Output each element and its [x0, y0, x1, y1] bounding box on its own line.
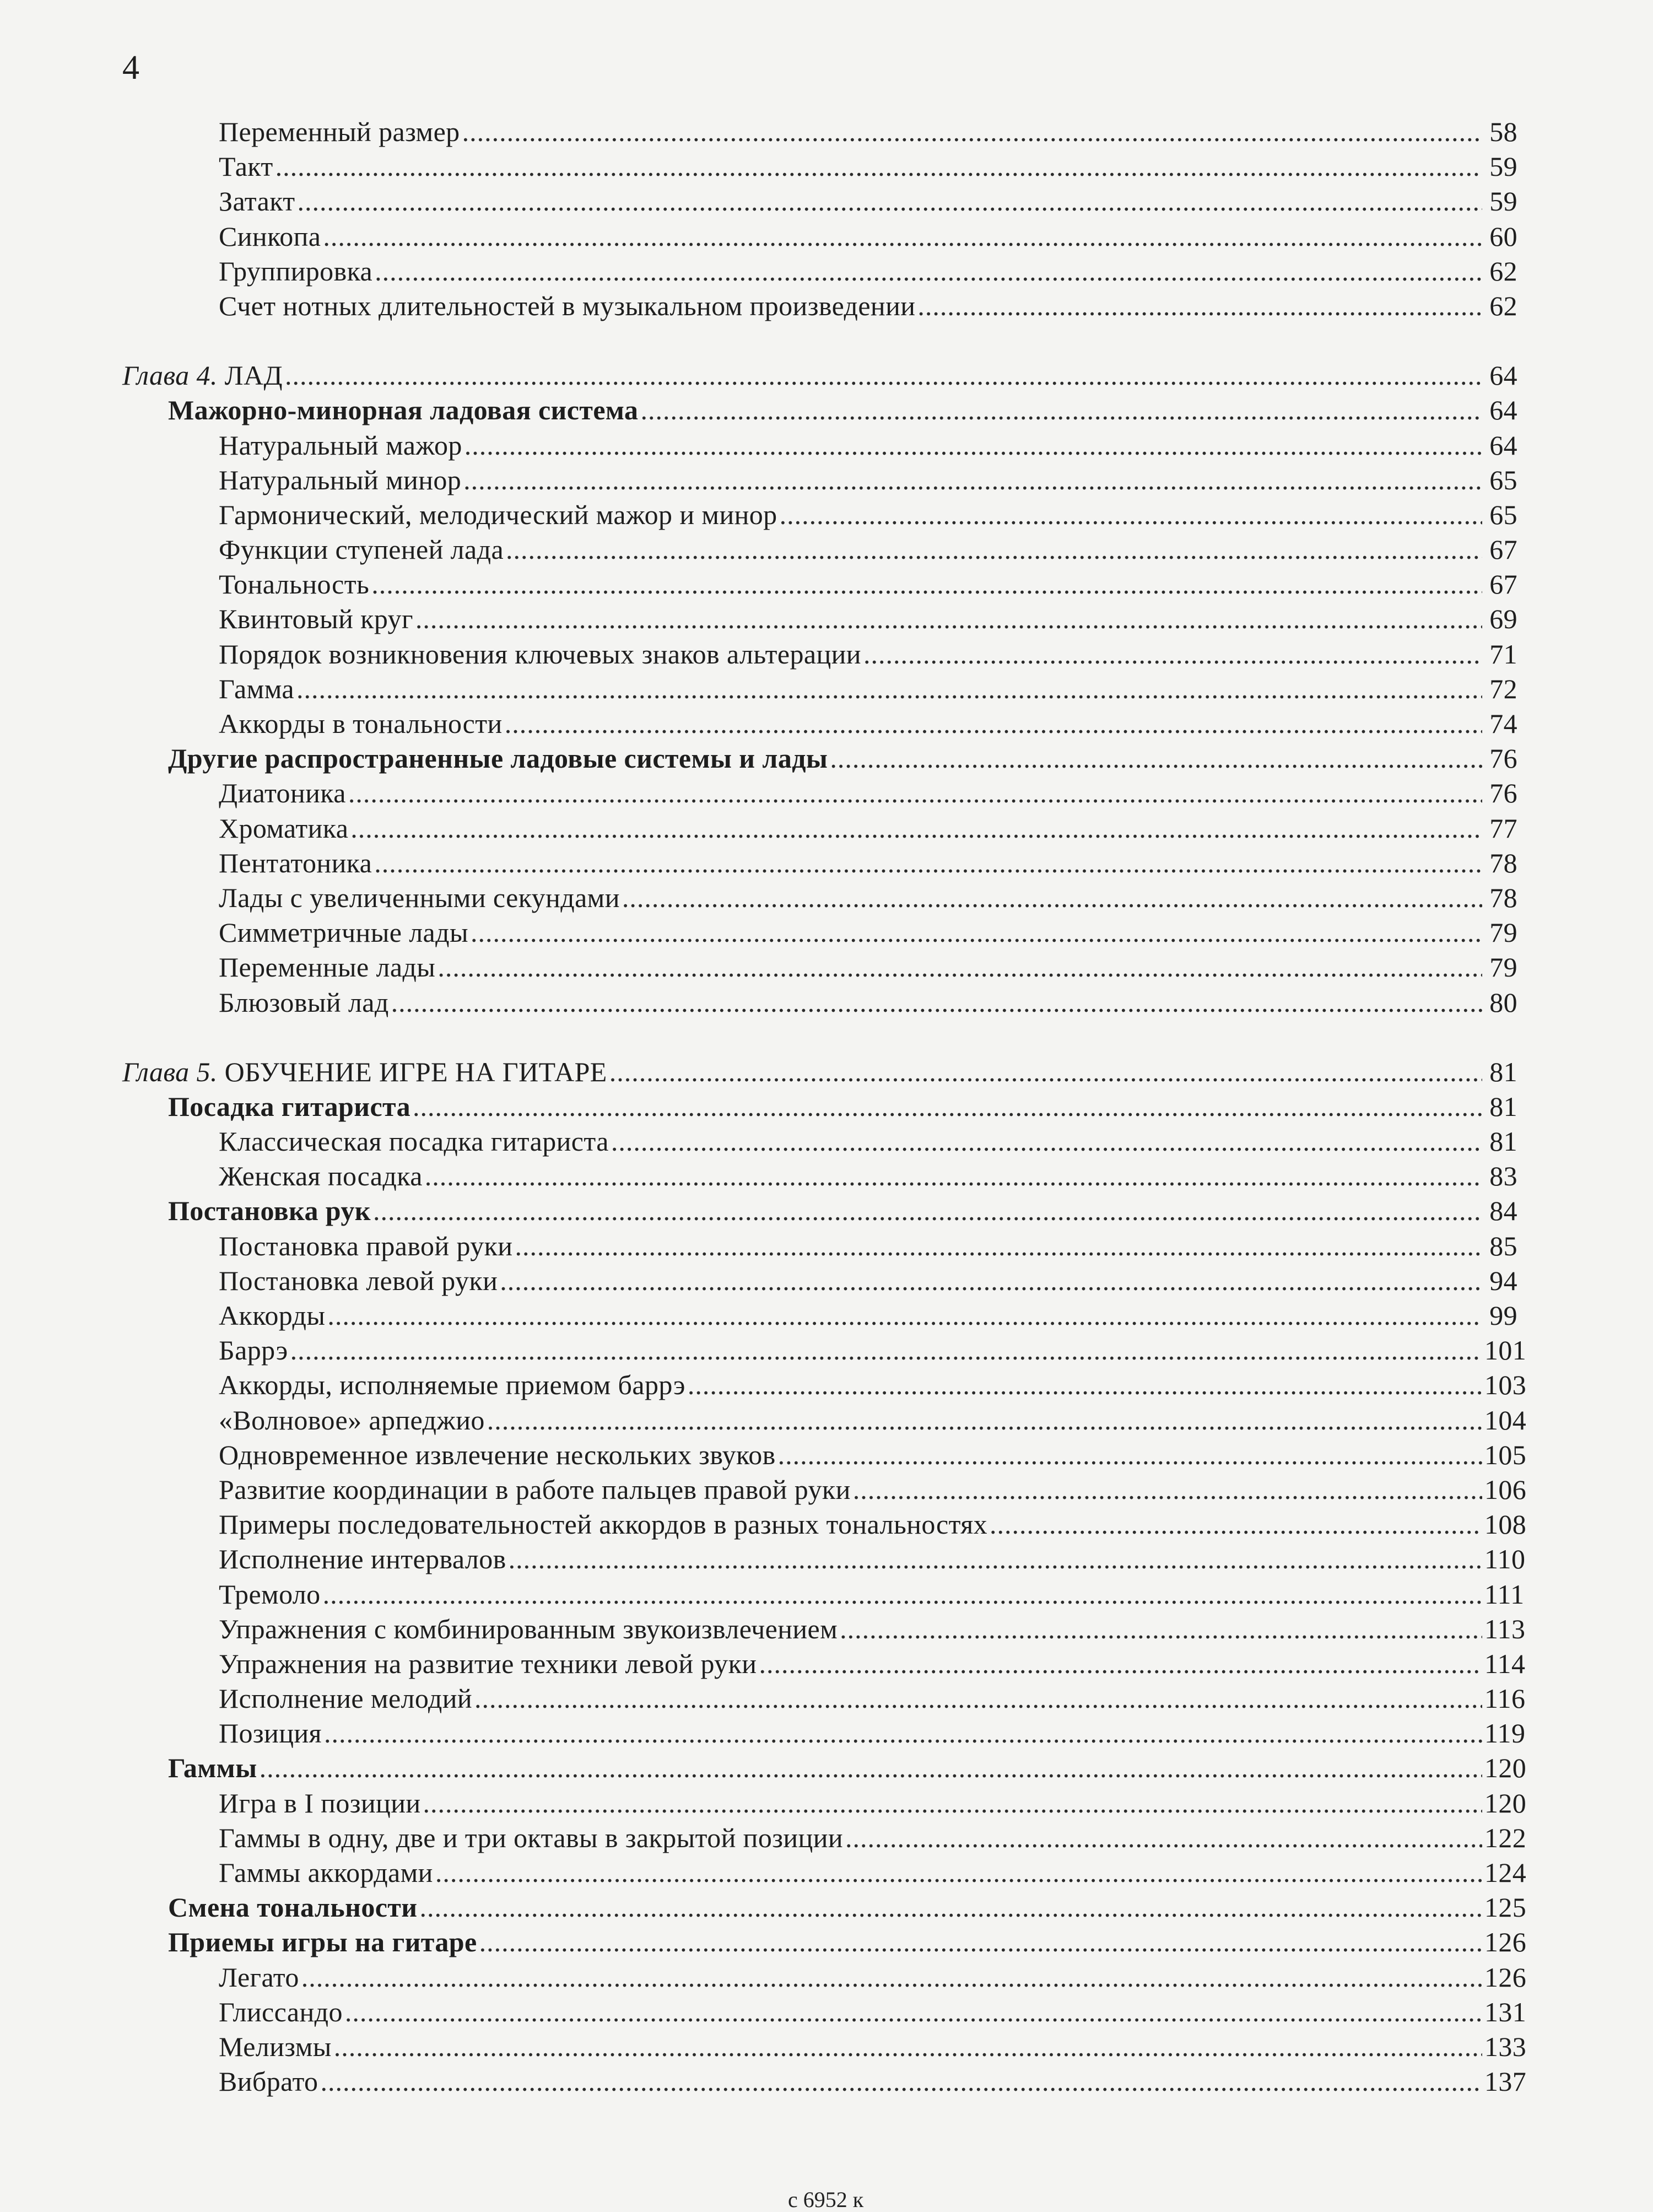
dot-leader	[323, 1577, 1482, 1612]
toc-title: Легато	[219, 1961, 299, 1993]
toc-title: Постановка правой руки	[219, 1230, 513, 1261]
toc-page-number: 67	[1489, 534, 1517, 565]
toc-page-number: 85	[1489, 1230, 1517, 1261]
toc-item	[0, 532, 1653, 567]
toc-page-number: 125	[1484, 1892, 1527, 1923]
toc-item	[0, 254, 1653, 289]
dot-leader	[324, 1716, 1482, 1751]
toc-item	[0, 184, 1653, 219]
toc-title: Одновременное извлечение нескольких звуков	[219, 1439, 776, 1470]
toc-title: Вибрато	[219, 2066, 318, 2097]
toc-title: Счет нотных длительностей в музыкальном произведении	[219, 290, 916, 321]
dot-leader	[609, 1055, 1482, 1089]
toc-item	[0, 1960, 1653, 1995]
toc-item	[0, 1681, 1653, 1716]
toc-item	[0, 881, 1653, 915]
toc-page-number: 113	[1484, 1613, 1526, 1644]
dot-leader	[464, 428, 1482, 463]
toc-chapter	[0, 1055, 1653, 1089]
dot-leader	[320, 2064, 1482, 2099]
dot-leader	[778, 1438, 1482, 1472]
toc-page-number: 99	[1489, 1300, 1517, 1331]
toc-item	[0, 985, 1653, 1020]
toc-title: Аккорды в тональности	[219, 708, 503, 739]
toc-item	[0, 567, 1653, 602]
toc-section	[0, 1751, 1653, 1785]
toc-title: Гаммы	[168, 1752, 257, 1784]
toc-item	[0, 776, 1653, 811]
toc-page-number: 83	[1489, 1161, 1517, 1192]
dot-leader	[301, 1960, 1482, 1995]
toc-page-number: 62	[1489, 255, 1517, 287]
toc-page-number: 101	[1484, 1335, 1527, 1366]
toc-title: Игра в I позиции	[219, 1787, 421, 1819]
toc-title: Лады с увеличенными секундами	[219, 882, 620, 913]
toc-title: Натуральный минор	[219, 464, 462, 495]
dot-leader	[515, 1229, 1482, 1264]
toc-page-number: 67	[1489, 569, 1517, 600]
toc-section	[0, 1089, 1653, 1124]
dot-leader	[471, 915, 1482, 950]
dot-leader	[323, 219, 1482, 254]
toc-page-number: 78	[1489, 847, 1517, 878]
toc-title: Женская посадка	[219, 1161, 423, 1192]
toc-page-number: 65	[1489, 499, 1517, 530]
dot-leader	[285, 358, 1482, 393]
toc-title: Аккорды	[219, 1300, 326, 1331]
toc-title: Тональность	[219, 569, 370, 600]
toc-title: Упражнения на развитие техники левой руки	[219, 1648, 757, 1679]
toc-page-number: 79	[1489, 952, 1517, 983]
toc-page-number: 131	[1484, 1996, 1527, 2027]
toc-item	[0, 1159, 1653, 1194]
toc-item	[0, 811, 1653, 846]
dot-leader	[413, 1089, 1482, 1124]
toc-item	[0, 1124, 1653, 1159]
toc-item	[0, 115, 1653, 149]
toc-page-number: 124	[1484, 1857, 1527, 1888]
toc-title: Смена тональности	[168, 1892, 418, 1923]
toc-title: Группировка	[219, 255, 373, 287]
toc-page-number: 120	[1484, 1752, 1527, 1784]
dot-leader	[373, 1194, 1482, 1228]
dot-leader	[435, 1855, 1482, 1890]
dot-leader	[290, 1333, 1482, 1368]
toc-page-number: 81	[1489, 1091, 1517, 1122]
toc-item	[0, 637, 1653, 672]
toc-page-number: 59	[1489, 186, 1517, 217]
toc-title: Порядок возникновения ключевых знаков альтерации	[219, 638, 861, 670]
dot-leader	[375, 254, 1482, 289]
table-of-contents	[0, 115, 1653, 2099]
dot-leader	[345, 1995, 1482, 2030]
toc-title: Классическая посадка гитариста	[219, 1126, 609, 1157]
dot-leader	[260, 1751, 1482, 1785]
page-number: 4	[122, 49, 139, 87]
toc-item	[0, 149, 1653, 184]
toc-title: Позиция	[219, 1718, 322, 1749]
dot-leader	[415, 602, 1482, 636]
toc-page-number: 59	[1489, 151, 1517, 182]
toc-title: Квинтовый круг	[219, 603, 413, 635]
toc-title: Натуральный мажор	[219, 429, 462, 461]
toc-page-number: 106	[1484, 1474, 1527, 1505]
dot-leader	[853, 1472, 1482, 1507]
chapter-prefix: Глава 5.	[122, 1056, 218, 1087]
dot-leader	[505, 706, 1482, 741]
toc-page-number: 71	[1489, 638, 1517, 670]
toc-title: Исполнение интервалов	[219, 1544, 506, 1575]
toc-page-number: 126	[1484, 1961, 1527, 1993]
toc-title: Постановка левой руки	[219, 1265, 498, 1296]
dot-leader	[830, 741, 1482, 776]
dot-leader	[479, 1925, 1482, 1960]
toc-item	[0, 1333, 1653, 1368]
dot-leader	[437, 950, 1482, 985]
dot-leader	[474, 1681, 1482, 1716]
dot-leader	[990, 1507, 1482, 1542]
toc-item	[0, 1229, 1653, 1264]
toc-page-number: 120	[1484, 1787, 1527, 1819]
toc-item	[0, 498, 1653, 532]
toc-title: Посадка гитариста	[168, 1091, 411, 1122]
toc-title: Мажорно-минорная ладовая система	[168, 395, 639, 426]
toc-title: Приемы игры на гитаре	[168, 1927, 477, 1958]
toc-item	[0, 1647, 1653, 1681]
toc-title: Диатоника	[219, 778, 346, 809]
footer-code: с 6952 к	[788, 2187, 864, 2212]
dot-leader	[500, 1264, 1482, 1298]
toc-page-number: 76	[1489, 778, 1517, 809]
toc-page-number: 133	[1484, 2031, 1527, 2062]
dot-leader	[391, 985, 1482, 1020]
toc-item	[0, 1298, 1653, 1333]
toc-page-number: 76	[1489, 743, 1517, 774]
toc-page-number: 94	[1489, 1265, 1517, 1296]
toc-item	[0, 950, 1653, 985]
dot-leader	[327, 1298, 1482, 1333]
toc-title: Гаммы в одну, две и три октавы в закрытой позиции	[219, 1822, 844, 1853]
dot-leader	[506, 532, 1482, 567]
toc-page-number: 72	[1489, 673, 1517, 704]
dot-leader	[487, 1403, 1482, 1438]
toc-page-number: 81	[1489, 1056, 1517, 1087]
dot-leader	[640, 393, 1482, 428]
toc-page-number: 119	[1484, 1718, 1526, 1749]
toc-page-number: 122	[1484, 1822, 1527, 1853]
toc-page-number: 84	[1489, 1195, 1517, 1227]
dot-leader	[688, 1368, 1482, 1402]
toc-page-number: 80	[1489, 986, 1517, 1018]
toc-title: Гаммы аккордами	[219, 1857, 433, 1888]
toc-title: Симметричные лады	[219, 917, 468, 948]
toc-page-number: 114	[1484, 1648, 1526, 1679]
toc-item	[0, 1786, 1653, 1821]
dot-leader	[780, 498, 1482, 532]
toc-page-number: 58	[1489, 116, 1517, 147]
dot-leader	[845, 1821, 1482, 1855]
toc-item	[0, 1507, 1653, 1542]
dot-leader	[863, 637, 1482, 672]
toc-title: Функции ступеней лада	[219, 534, 504, 565]
toc-page-number: 126	[1484, 1927, 1527, 1958]
dot-leader	[425, 1159, 1482, 1194]
toc-title: Хроматика	[219, 812, 349, 844]
toc-item	[0, 1612, 1653, 1647]
toc-item	[0, 428, 1653, 463]
dot-leader	[334, 2030, 1482, 2064]
toc-title: Синкопа	[219, 220, 321, 252]
dot-leader	[296, 672, 1482, 706]
toc-page-number: 137	[1484, 2066, 1527, 2097]
toc-page-number: 69	[1489, 603, 1517, 635]
toc-item	[0, 846, 1653, 881]
toc-page-number: 81	[1489, 1126, 1517, 1157]
toc-page-number: 62	[1489, 290, 1517, 321]
dot-leader	[463, 463, 1482, 498]
toc-title: Затакт	[219, 186, 295, 217]
toc-page-number: 79	[1489, 917, 1517, 948]
dot-leader	[374, 846, 1482, 881]
dot-leader	[419, 1890, 1482, 1925]
toc-item	[0, 1855, 1653, 1890]
toc-item	[0, 463, 1653, 498]
toc-item	[0, 289, 1653, 323]
toc-item	[0, 602, 1653, 636]
toc-section	[0, 741, 1653, 776]
dot-leader	[840, 1612, 1482, 1647]
toc-item	[0, 1716, 1653, 1751]
toc-item	[0, 1264, 1653, 1298]
toc-section	[0, 1890, 1653, 1925]
toc-title: Переменные лады	[219, 952, 436, 983]
toc-item	[0, 1821, 1653, 1855]
toc-page-number: 104	[1484, 1404, 1527, 1436]
toc-page-number: 105	[1484, 1439, 1527, 1470]
toc-title: Блюзовый лад	[219, 986, 389, 1018]
toc-title: Развитие координации в работе пальцев правой руки	[219, 1474, 851, 1505]
toc-title: Исполнение мелодий	[219, 1683, 473, 1714]
toc-page-number: 116	[1484, 1683, 1526, 1714]
toc-page-number: 74	[1489, 708, 1517, 739]
toc-page-number: 64	[1489, 429, 1517, 461]
toc-title: Глиссандо	[219, 1996, 343, 2027]
toc-page-number: 110	[1484, 1544, 1526, 1575]
toc-chapter	[0, 358, 1653, 393]
toc-page-number: 77	[1489, 812, 1517, 844]
toc-page-number: 108	[1484, 1509, 1527, 1540]
dot-leader	[917, 289, 1482, 323]
toc-section	[0, 1194, 1653, 1228]
dot-leader	[348, 776, 1482, 811]
toc-page-number: 78	[1489, 882, 1517, 913]
toc-section	[0, 393, 1653, 428]
toc-title: Такт	[219, 151, 273, 182]
toc-page-number: 103	[1484, 1369, 1527, 1401]
dot-leader	[759, 1647, 1482, 1681]
toc-title: Гамма	[219, 673, 294, 704]
toc-title: Упражнения с комбинированным звукоизвлечением	[219, 1613, 838, 1644]
toc-title: Постановка рук	[168, 1195, 371, 1227]
toc-title: Баррэ	[219, 1335, 288, 1366]
toc-title: Мелизмы	[219, 2031, 332, 2062]
toc-item	[0, 1995, 1653, 2030]
dot-leader	[622, 881, 1482, 915]
toc-title: «Волновое» арпеджио	[219, 1404, 485, 1436]
dot-leader	[276, 149, 1482, 184]
toc-title: Аккорды, исполняемые приемом баррэ	[219, 1369, 685, 1401]
toc-page-number: 64	[1489, 395, 1517, 426]
dot-leader	[350, 811, 1482, 846]
toc-title: Переменный размер	[219, 116, 460, 147]
toc-item	[0, 2030, 1653, 2064]
toc-page-number: 64	[1489, 360, 1517, 391]
toc-section	[0, 1925, 1653, 1960]
dot-leader	[462, 115, 1482, 149]
toc-item	[0, 1438, 1653, 1472]
dot-leader	[423, 1786, 1482, 1821]
toc-item	[0, 1577, 1653, 1612]
toc-item	[0, 672, 1653, 706]
chapter-prefix: Глава 4.	[122, 360, 218, 391]
dot-leader	[611, 1124, 1482, 1159]
dot-leader	[371, 567, 1482, 602]
toc-title: Пентатоника	[219, 847, 372, 878]
toc-title: Другие распространенные ладовые системы и лады	[168, 743, 828, 774]
toc-title: Примеры последовательностей аккордов в разных тональностях	[219, 1509, 988, 1540]
toc-title: ОБУЧЕНИЕ ИГРЕ НА ГИТАРЕ	[224, 1056, 607, 1087]
toc-page-number: 111	[1484, 1578, 1525, 1610]
toc-item	[0, 219, 1653, 254]
toc-title: ЛАД	[224, 360, 283, 391]
toc-item	[0, 1472, 1653, 1507]
toc-item	[0, 2064, 1653, 2099]
toc-item	[0, 1403, 1653, 1438]
toc-title: Гармонический, мелодический мажор и минор	[219, 499, 777, 530]
toc-page-number: 65	[1489, 464, 1517, 495]
toc-item	[0, 706, 1653, 741]
dot-leader	[297, 184, 1482, 219]
toc-title: Тремоло	[219, 1578, 321, 1610]
toc-item	[0, 1368, 1653, 1402]
toc-page-number: 60	[1489, 220, 1517, 252]
dot-leader	[509, 1542, 1482, 1577]
toc-item	[0, 1542, 1653, 1577]
toc-item	[0, 915, 1653, 950]
